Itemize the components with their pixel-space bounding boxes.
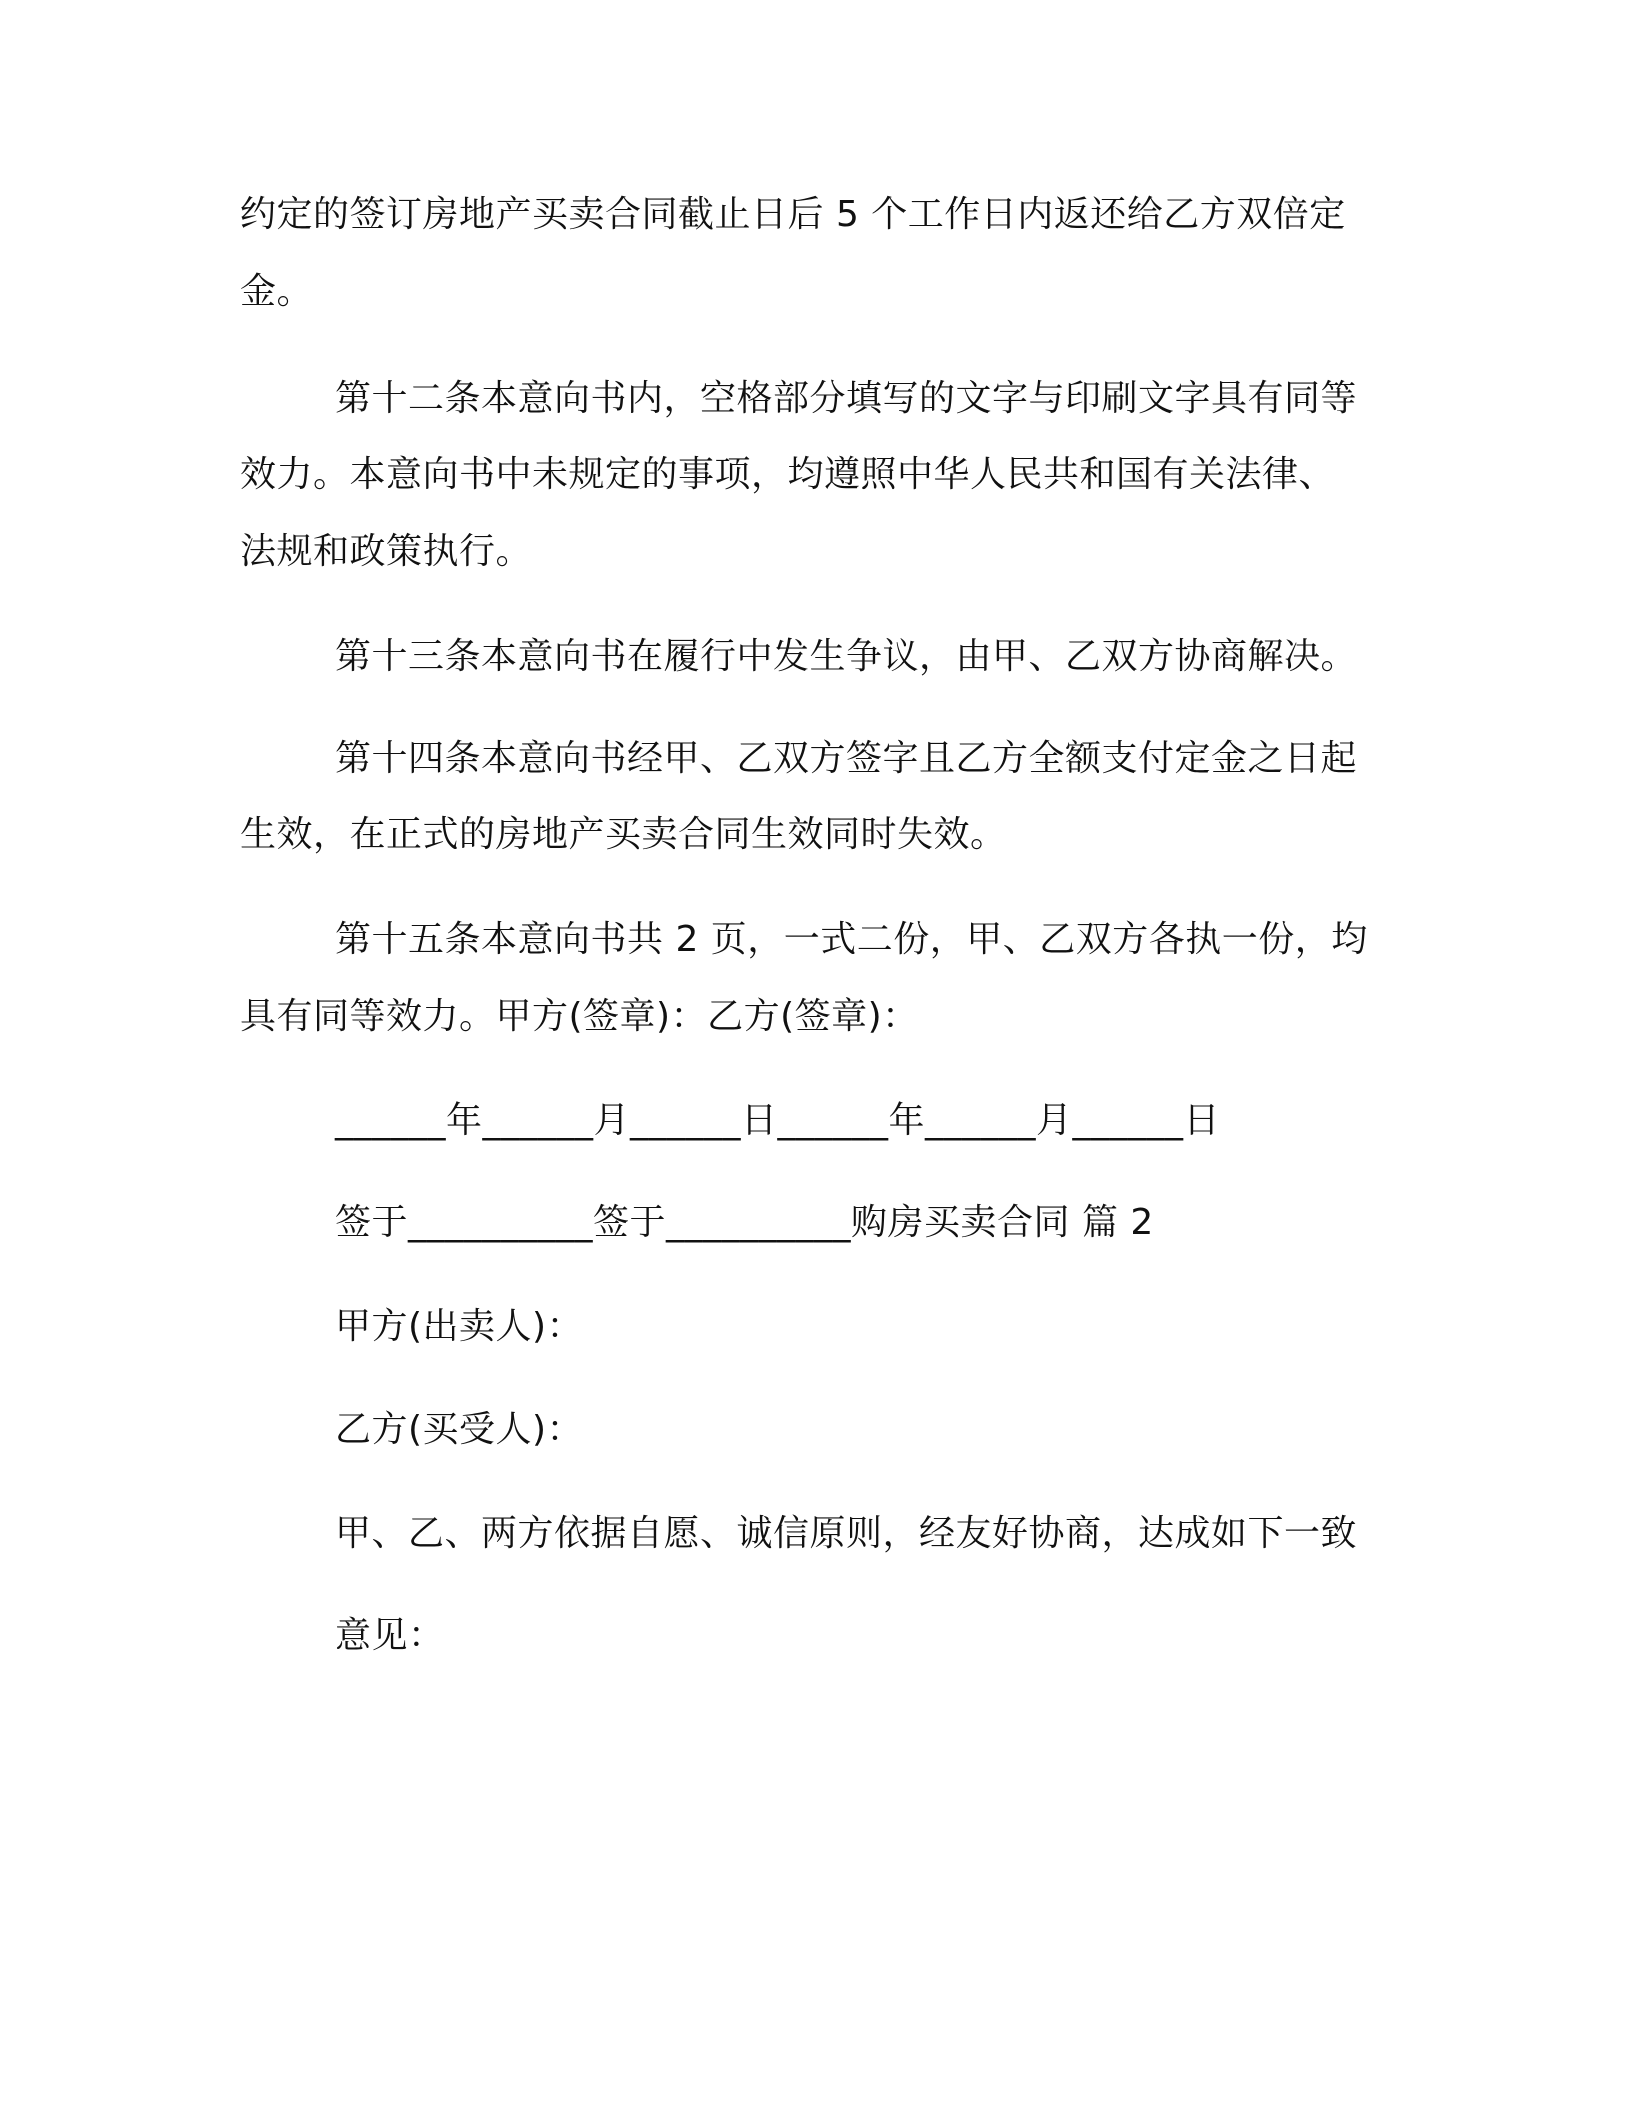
article-14-line-1: 第十四条本意向书经甲、乙双方签字且乙方全额支付定金之日起 (335, 738, 1358, 779)
article-12-line-3: 法规和政策执行。 (240, 531, 533, 572)
party-a-seller-line: 甲方(出卖人)： (335, 1306, 584, 1347)
agreement-intro-line: 甲、乙、两方依据自愿、诚信原则，经友好协商，达成如下一致 (335, 1513, 1358, 1554)
article-15-line-1: 第十五条本意向书共 2 页，一式二份，甲、乙双方各执一份，均 (335, 919, 1368, 960)
signature-parties-line: 具有同等效力。甲方(签章)：乙方(签章)： (240, 996, 919, 1037)
agreement-intro-line-2: 意见： (335, 1615, 445, 1656)
text-line-1: 约定的签订房地产买卖合同截止日后 5 个工作日内返还给乙方双倍定 (240, 194, 1346, 235)
party-b-buyer-line: 乙方(买受人)： (335, 1409, 584, 1450)
date-blanks-line: ______年______月______日______年______月______日 (335, 1100, 1220, 1141)
article-12-line-2: 效力。本意向书中未规定的事项，均遵照中华人民共和国有关法律、 (240, 454, 1336, 495)
signed-at-line: 签于__________签于__________购房买卖合同 篇 2 (335, 1202, 1154, 1243)
text-line-2: 金。 (240, 271, 314, 312)
article-14-line-2: 生效，在正式的房地产买卖合同生效同时失效。 (240, 814, 1007, 855)
article-12-line-1: 第十二条本意向书内，空格部分填写的文字与印刷文字具有同等 (335, 378, 1358, 419)
article-13: 第十三条本意向书在履行中发生争议，由甲、乙双方协商解决。 (335, 636, 1358, 677)
